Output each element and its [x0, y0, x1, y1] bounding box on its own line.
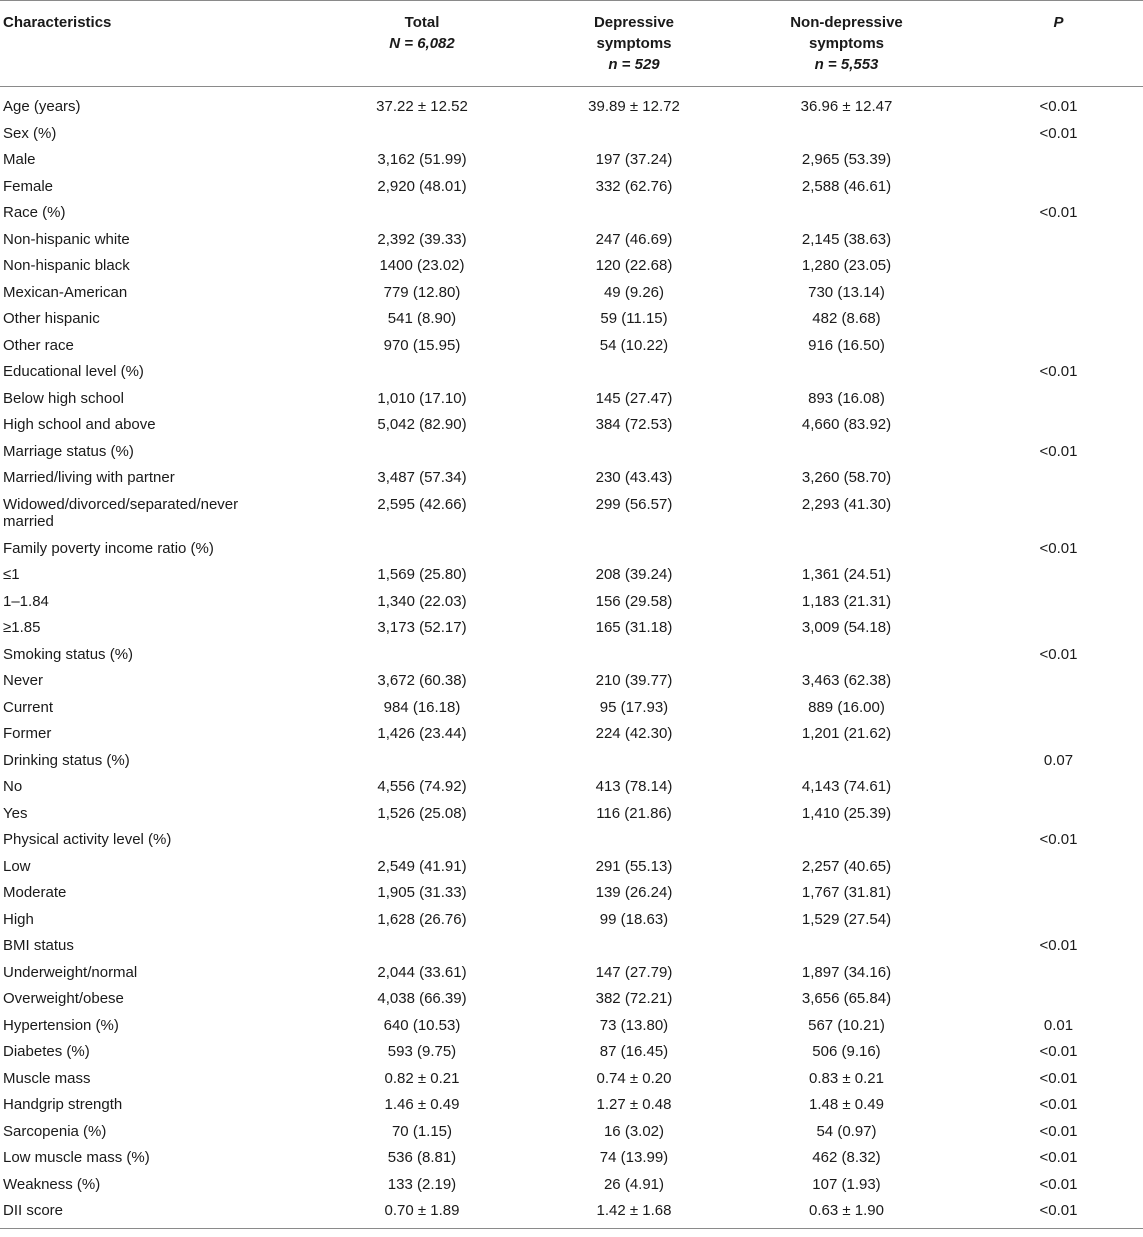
cell-non-depressive: 1,410 (25.39): [801, 804, 892, 822]
cell-characteristic: Low: [3, 857, 31, 875]
cell-p-value: [974, 985, 1143, 1012]
header-total-label: Total: [404, 14, 440, 31]
table-row: [0, 491, 1143, 535]
table-row: [0, 906, 1143, 933]
cell-characteristic: Other hispanic: [3, 310, 100, 327]
cell-total: 1.46 ± 0.49: [384, 1096, 460, 1113]
cell-depressive: 26 (4.91): [603, 1175, 665, 1193]
cell-non-depressive: [719, 826, 974, 853]
cell-p-value: <0.01: [1039, 204, 1078, 221]
cell-depressive: 210 (39.77): [595, 672, 673, 689]
cell-depressive: [549, 747, 719, 774]
cell-non-depressive: 3,009 (54.18): [801, 619, 892, 636]
header-depressive-n: n = 529: [608, 56, 660, 73]
table-row: [0, 1144, 1143, 1171]
cell-non-depressive: 2,145 (38.63): [801, 230, 892, 248]
cell-non-depressive: 889 (16.00): [808, 698, 885, 716]
header-total: [295, 1, 549, 87]
cell-p-value: [974, 226, 1143, 253]
cell-depressive: 197 (37.24): [595, 151, 673, 168]
table-row: [0, 385, 1143, 412]
cell-p-value: [974, 332, 1143, 359]
cell-total: 1,569 (25.80): [377, 566, 467, 583]
cell-non-depressive: [719, 641, 974, 668]
cell-characteristic: Non-hispanic white: [3, 230, 130, 248]
cell-total: 2,549 (41.91): [377, 857, 467, 875]
table-row: [0, 1118, 1143, 1145]
cell-depressive: 1.27 ± 0.48: [596, 1096, 672, 1113]
header-row: [0, 1, 1143, 87]
table-row: [0, 146, 1143, 173]
header-total-n: N = 6,082: [389, 35, 455, 52]
cell-p-value: <0.01: [1039, 1122, 1078, 1140]
cell-characteristic: ≤1: [3, 566, 20, 583]
cell-total: 70 (1.15): [391, 1122, 453, 1140]
cell-non-depressive: [719, 932, 974, 959]
header-p-value: [974, 1, 1143, 87]
cell-total: [295, 438, 549, 465]
cell-p-value: <0.01: [1039, 363, 1078, 380]
cell-non-depressive: 482 (8.68): [812, 310, 881, 327]
cell-non-depressive: 730 (13.14): [808, 283, 885, 301]
table-row: [0, 199, 1143, 226]
cell-non-depressive: 107 (1.93): [812, 1175, 881, 1193]
cell-non-depressive: 0.63 ± 1.90: [809, 1202, 884, 1219]
cell-non-depressive: [719, 120, 974, 147]
cell-p-value: [974, 491, 1143, 535]
cell-characteristic: Overweight/obese: [3, 990, 124, 1007]
header-depressive-label-1: Depressive: [593, 14, 675, 31]
cell-depressive: 332 (62.76): [595, 177, 673, 195]
cell-non-depressive: [719, 358, 974, 385]
cell-characteristic: Female: [3, 177, 54, 195]
cell-total: [295, 641, 549, 668]
cell-non-depressive: 1,201 (21.62): [801, 725, 892, 742]
cell-depressive: 156 (29.58): [595, 592, 673, 610]
table-row: [0, 226, 1143, 253]
cell-total: 3,162 (51.99): [377, 151, 467, 168]
cell-total: [295, 358, 549, 385]
cell-total: 37.22 ± 12.52: [376, 98, 468, 115]
cell-depressive: 54 (10.22): [599, 336, 669, 354]
cell-total: 1,526 (25.08): [377, 804, 467, 822]
cell-characteristic: Hypertension (%): [3, 1016, 119, 1034]
cell-total: 2,595 (42.66): [377, 495, 467, 513]
cell-non-depressive: 1,767 (31.81): [801, 884, 892, 901]
cell-non-depressive: 36.96 ± 12.47: [800, 98, 893, 115]
cell-non-depressive: [719, 438, 974, 465]
cell-total: [295, 199, 549, 226]
cell-characteristic: Sarcopenia (%): [3, 1122, 107, 1140]
cell-depressive: 120 (22.68): [595, 257, 673, 274]
cell-depressive: 16 (3.02): [603, 1122, 665, 1140]
cell-depressive: [549, 358, 719, 385]
cell-depressive: 74 (13.99): [599, 1149, 669, 1166]
cell-non-depressive: [719, 535, 974, 562]
table-row: [0, 120, 1143, 147]
cell-characteristic: Marriage status (%): [3, 442, 134, 460]
cell-total: 3,672 (60.38): [377, 672, 467, 689]
cell-depressive: 99 (18.63): [599, 910, 669, 928]
table-row: [0, 173, 1143, 200]
cell-characteristic: 1–1.84: [3, 592, 49, 610]
cell-depressive: [549, 826, 719, 853]
cell-non-depressive: [719, 747, 974, 774]
cell-characteristic: High: [3, 910, 34, 928]
cell-p-value: <0.01: [1039, 1069, 1078, 1087]
cell-p-value: <0.01: [1039, 442, 1078, 460]
cell-p-value: [974, 959, 1143, 986]
table-row: [0, 932, 1143, 959]
cell-depressive: 87 (16.45): [599, 1043, 669, 1060]
cell-total: 1,340 (22.03): [377, 592, 467, 610]
cell-p-value: [974, 561, 1143, 588]
cell-non-depressive: 4,660 (83.92): [801, 416, 892, 433]
cell-depressive: 224 (42.30): [595, 725, 673, 742]
header-non-depressive-n: n = 5,553: [814, 56, 879, 73]
cell-non-depressive: 506 (9.16): [812, 1043, 881, 1060]
table-row: [0, 720, 1143, 747]
table-row: [0, 411, 1143, 438]
cell-depressive: [549, 535, 719, 562]
header-depressive: [549, 1, 719, 87]
table-body: [0, 87, 1143, 1229]
cell-depressive: [549, 199, 719, 226]
table-row: [0, 87, 1143, 120]
header-characteristics-label: Characteristics: [3, 14, 112, 31]
table-row: [0, 464, 1143, 491]
cell-depressive: 165 (31.18): [595, 619, 673, 636]
cell-p-value: <0.01: [1039, 1175, 1078, 1193]
cell-p-value: [974, 614, 1143, 641]
cell-non-depressive: 3,656 (65.84): [801, 990, 892, 1007]
cell-depressive: 230 (43.43): [595, 469, 673, 486]
cell-characteristic: Drinking status (%): [3, 751, 130, 769]
cell-total: 2,392 (39.33): [377, 230, 467, 248]
cell-non-depressive: 916 (16.50): [808, 336, 885, 354]
cell-p-value: <0.01: [1039, 1149, 1078, 1166]
cell-characteristic: Never: [3, 672, 44, 689]
cell-total: 536 (8.81): [387, 1149, 457, 1166]
table-row: [0, 1197, 1143, 1228]
cell-characteristic: Married/living with partner: [3, 469, 175, 486]
cell-characteristic: Moderate: [3, 884, 67, 901]
cell-total: 2,044 (33.61): [377, 963, 467, 981]
table-row: [0, 332, 1143, 359]
cell-non-depressive: 1,897 (34.16): [801, 963, 892, 981]
cell-characteristic: ≥1.85: [3, 619, 41, 636]
header-characteristics: [0, 1, 295, 87]
cell-depressive: 413 (78.14): [595, 778, 673, 795]
cell-non-depressive: 3,463 (62.38): [801, 672, 892, 689]
cell-characteristic: Educational level (%): [3, 363, 144, 380]
cell-depressive: 116 (21.86): [596, 804, 672, 822]
table-row: [0, 279, 1143, 306]
cell-p-value: [974, 305, 1143, 332]
cell-p-value: <0.01: [1039, 1202, 1078, 1219]
table-row: [0, 959, 1143, 986]
cell-depressive: 0.74 ± 0.20: [596, 1069, 672, 1087]
cell-p-value: [974, 588, 1143, 615]
cell-depressive: [549, 932, 719, 959]
cell-p-value: 0.01: [1043, 1016, 1074, 1034]
table-row: [0, 773, 1143, 800]
cell-total: 640 (10.53): [383, 1016, 461, 1034]
table-row: [0, 1038, 1143, 1065]
cell-non-depressive: 4,143 (74.61): [801, 778, 892, 795]
cell-total: [295, 932, 549, 959]
cell-characteristic: Yes: [3, 804, 28, 822]
cell-non-depressive: 567 (10.21): [808, 1016, 885, 1034]
cell-depressive: 1.42 ± 1.68: [596, 1202, 672, 1219]
cell-non-depressive: 2,588 (46.61): [801, 177, 892, 195]
cell-non-depressive: 1,361 (24.51): [801, 566, 892, 583]
cell-depressive: 39.89 ± 12.72: [588, 98, 680, 115]
cell-characteristic: Current: [3, 698, 54, 716]
cell-depressive: 59 (11.15): [600, 310, 668, 327]
cell-p-value: <0.01: [1039, 539, 1078, 557]
cell-total: [295, 747, 549, 774]
cell-p-value: [974, 694, 1143, 721]
header-non-depressive-label-1: Non-depressive: [790, 14, 903, 31]
cell-p-value: [974, 146, 1143, 173]
table-row: [0, 1065, 1143, 1092]
cell-characteristic: Former: [3, 725, 52, 742]
cell-total: 593 (9.75): [387, 1043, 457, 1060]
table-row: [0, 614, 1143, 641]
cell-p-value: 0.07: [1043, 751, 1074, 769]
cell-non-depressive: [719, 199, 974, 226]
table-row: [0, 667, 1143, 694]
table-row: [0, 694, 1143, 721]
cell-characteristic: Below high school: [3, 389, 124, 407]
cell-p-value: <0.01: [1039, 1096, 1078, 1113]
cell-characteristic: No: [3, 778, 23, 795]
cell-non-depressive: 893 (16.08): [808, 389, 885, 407]
cell-total: 970 (15.95): [383, 336, 461, 354]
cell-depressive: 247 (46.69): [595, 230, 673, 248]
cell-p-value: [974, 173, 1143, 200]
cell-non-depressive: 2,293 (41.30): [801, 495, 892, 513]
cell-characteristic: Low muscle mass (%): [3, 1149, 150, 1166]
cell-non-depressive: 462 (8.32): [812, 1149, 881, 1166]
cell-p-value: <0.01: [1039, 937, 1078, 954]
table-row: [0, 1091, 1143, 1118]
cell-total: 1,426 (23.44): [377, 725, 467, 742]
table-row: [0, 800, 1143, 827]
cell-non-depressive: 2,257 (40.65): [801, 857, 892, 875]
cell-characteristic: Handgrip strength: [3, 1096, 123, 1113]
cell-p-value: [974, 279, 1143, 306]
cell-characteristic: Muscle mass: [3, 1069, 91, 1087]
cell-characteristic: Male: [3, 151, 36, 168]
cell-p-value: [974, 385, 1143, 412]
cell-depressive: 291 (55.13): [595, 857, 673, 875]
cell-total: 0.70 ± 1.89: [384, 1202, 460, 1219]
table-row: [0, 252, 1143, 279]
cell-total: 4,556 (74.92): [377, 778, 467, 795]
cell-depressive: [549, 120, 719, 147]
table-header: [0, 1, 1143, 87]
cell-non-depressive: 3,260 (58.70): [801, 469, 892, 486]
cell-total: 133 (2.19): [387, 1175, 457, 1193]
table-row: [0, 747, 1143, 774]
header-depressive-label-2: symptoms: [596, 35, 672, 52]
cell-total: 0.82 ± 0.21: [384, 1069, 460, 1087]
cell-characteristic: Age (years): [3, 98, 81, 115]
cell-p-value: [974, 800, 1143, 827]
cell-depressive: 208 (39.24): [595, 566, 673, 583]
cell-characteristic: Smoking status (%): [3, 645, 134, 663]
cell-total: 1,905 (31.33): [377, 884, 467, 901]
cell-p-value: [974, 411, 1143, 438]
cell-p-value: <0.01: [1039, 831, 1078, 848]
header-non-depressive: [719, 1, 974, 87]
cell-characteristic: Mexican-American: [3, 283, 128, 301]
cell-non-depressive: 1.48 ± 0.49: [809, 1096, 884, 1113]
table-row: [0, 588, 1143, 615]
cell-total: [295, 120, 549, 147]
table-row: [0, 305, 1143, 332]
cell-p-value: <0.01: [1039, 98, 1078, 115]
cell-p-value: <0.01: [1039, 645, 1078, 663]
cell-p-value: [974, 906, 1143, 933]
table-row: [0, 853, 1143, 880]
table-row: [0, 1171, 1143, 1198]
cell-characteristic: Sex (%): [3, 124, 57, 142]
cell-p-value: [974, 252, 1143, 279]
cell-characteristic: Widowed/divorced/separated/never married: [3, 495, 239, 530]
table-row: [0, 826, 1143, 853]
cell-characteristic: DII score: [3, 1202, 64, 1219]
cell-depressive: 145 (27.47): [595, 389, 673, 407]
cell-characteristic: Underweight/normal: [3, 963, 138, 981]
cell-p-value: <0.01: [1039, 1043, 1078, 1060]
cell-p-value: <0.01: [1039, 124, 1078, 142]
cell-depressive: 49 (9.26): [603, 283, 665, 301]
cell-total: 2,920 (48.01): [377, 177, 467, 195]
cell-characteristic: Family poverty income ratio (%): [3, 539, 214, 557]
cell-p-value: [974, 667, 1143, 694]
cell-characteristic: BMI status: [3, 937, 74, 954]
cell-characteristic: Diabetes (%): [3, 1043, 90, 1060]
cell-total: 3,173 (52.17): [377, 619, 467, 636]
cell-characteristic: Race (%): [3, 204, 66, 221]
cell-depressive: 95 (17.93): [599, 698, 669, 716]
cell-depressive: 139 (26.24): [595, 884, 673, 901]
cell-total: 3,487 (57.34): [377, 469, 467, 486]
table-row: [0, 879, 1143, 906]
table-row: [0, 561, 1143, 588]
cell-depressive: 382 (72.21): [595, 990, 673, 1007]
cell-depressive: 299 (56.57): [595, 495, 673, 513]
cell-p-value: [974, 879, 1143, 906]
cell-non-depressive: 2,965 (53.39): [801, 151, 892, 168]
cell-non-depressive: 1,280 (23.05): [801, 257, 892, 274]
cell-total: 4,038 (66.39): [377, 990, 467, 1007]
cell-depressive: [549, 641, 719, 668]
cell-depressive: 147 (27.79): [595, 963, 673, 981]
cell-p-value: [974, 853, 1143, 880]
cell-total: [295, 535, 549, 562]
cell-p-value: [974, 464, 1143, 491]
cell-non-depressive: 1,529 (27.54): [801, 910, 892, 928]
cell-p-value: [974, 720, 1143, 747]
table-row: [0, 535, 1143, 562]
cell-non-depressive: 54 (0.97): [816, 1122, 877, 1140]
cell-non-depressive: 1,183 (21.31): [801, 592, 892, 610]
cell-depressive: 73 (13.80): [599, 1016, 669, 1034]
cell-p-value: [974, 773, 1143, 800]
cell-characteristic: Other race: [3, 336, 74, 354]
table-row: [0, 358, 1143, 385]
table-row: [0, 985, 1143, 1012]
cell-depressive: [549, 438, 719, 465]
cell-total: 1,628 (26.76): [377, 910, 467, 928]
cell-characteristic: Non-hispanic black: [3, 257, 130, 274]
cell-characteristic: Weakness (%): [3, 1175, 101, 1193]
header-p-label: P: [1053, 14, 1064, 31]
table-row: [0, 438, 1143, 465]
cell-characteristic: High school and above: [3, 416, 156, 433]
cell-total: 541 (8.90): [387, 310, 457, 327]
cell-total: 779 (12.80): [383, 283, 461, 301]
cell-total: [295, 826, 549, 853]
header-non-depressive-label-2: symptoms: [808, 35, 885, 52]
cell-characteristic: Physical activity level (%): [3, 831, 172, 848]
cell-non-depressive: 0.83 ± 0.21: [809, 1069, 884, 1087]
cell-total: 984 (16.18): [383, 698, 461, 716]
cell-total: 1400 (23.02): [379, 257, 465, 274]
table-row: [0, 1012, 1143, 1039]
cell-total: 1,010 (17.10): [377, 389, 467, 407]
cell-depressive: 384 (72.53): [595, 416, 673, 433]
table-row: [0, 641, 1143, 668]
cell-total: 5,042 (82.90): [377, 416, 467, 433]
